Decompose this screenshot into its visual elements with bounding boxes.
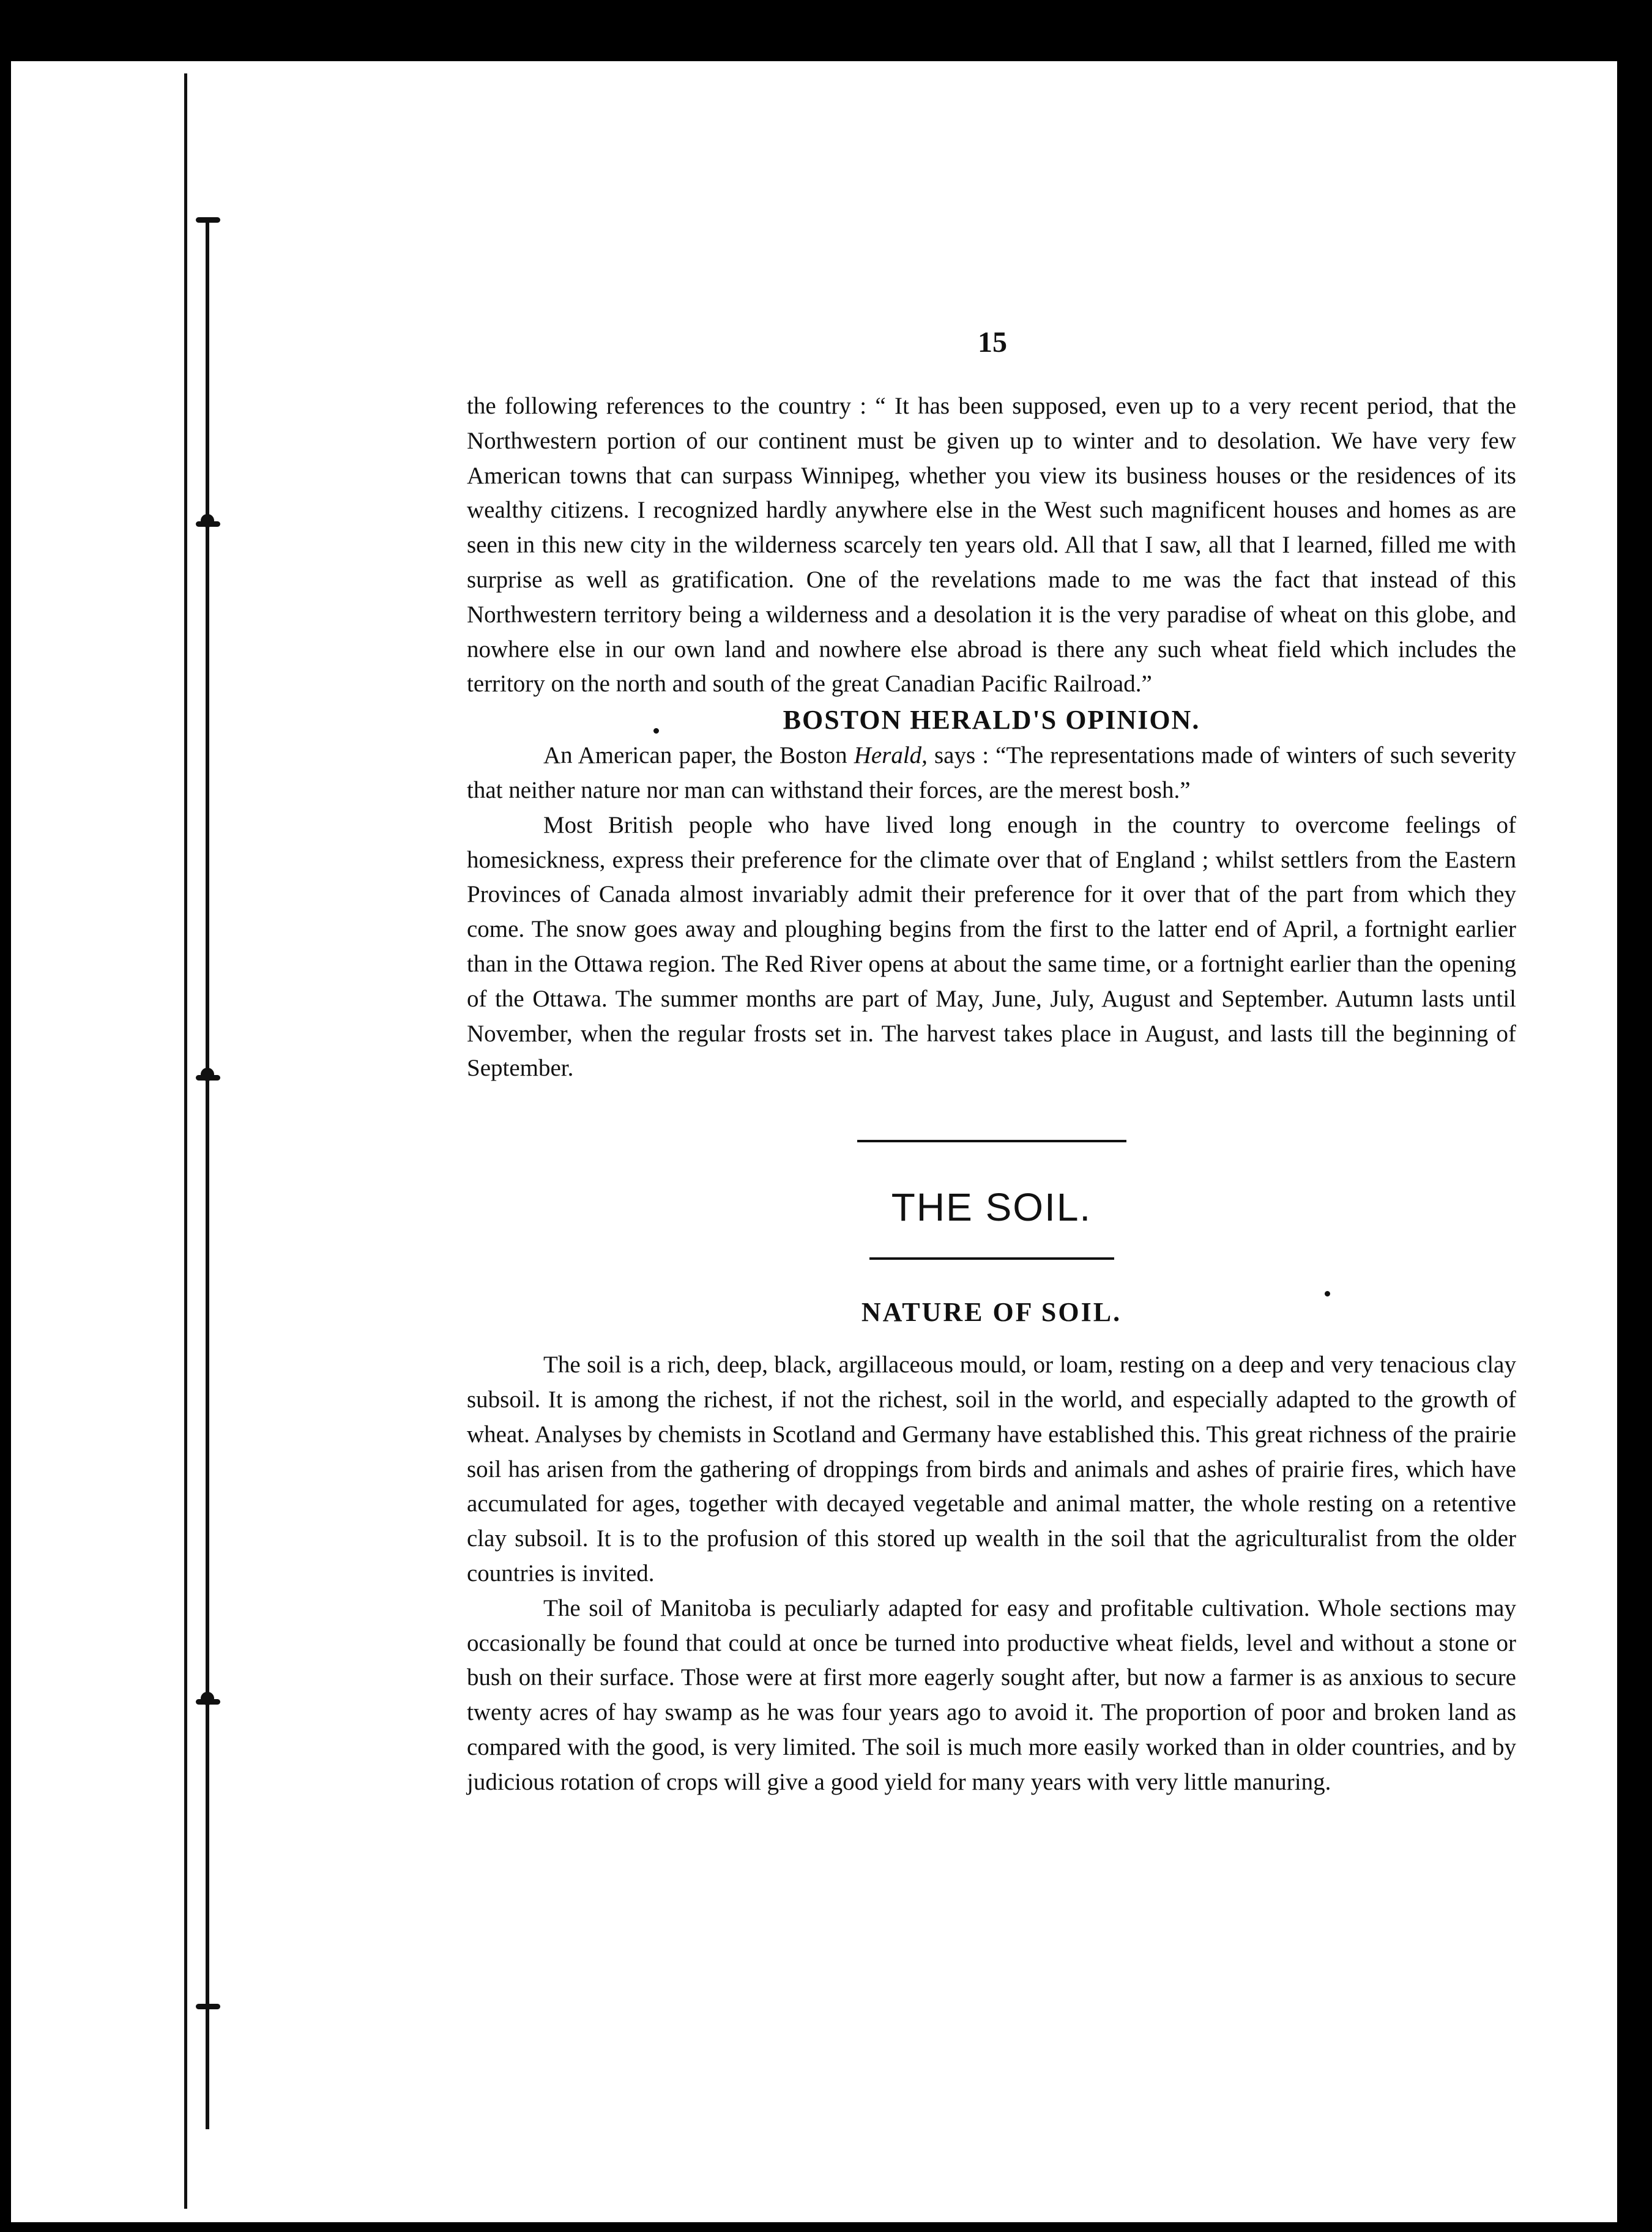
divider-rule	[857, 1140, 1126, 1142]
binding-stitch	[196, 1699, 220, 1705]
paragraph-text: An American paper, the Boston	[543, 742, 854, 769]
paragraph-nature-of-soil: The soil is a rich, deep, black, argillaceous mould, or loam, resting on a deep and very tenacious clay subsoil. It is among the richest, if not the richest, soil in the world, and especially adapted to the growth of wheat. Analyses by chemists in Scotland and Germany have established this. This great richness of the prairie soil has arisen from the gathering of droppings from birds and animals and ashes of prairie fires, which have accumulated for ages, together with decayed vegetable and animal matter, the whole resting on a retentive clay subsoil. It is to the profusion of this stored up wealth in the soil that the agriculturalist from the older countries is invited.	[467, 1352, 1516, 1587]
binding-stitch	[196, 521, 220, 527]
page-number: 15	[978, 326, 1007, 359]
binding-spine-line	[184, 73, 187, 2209]
divider-rule	[869, 1257, 1114, 1260]
paragraph-climate-preference: Most British people who have lived long enough in the country to overcome feelings of homesickness, express their preference for the climate over that of England ; whilst settlers from the Eastern Provinces of Canada almost invariably admit their preference for it over that of the part from which they come. The snow goes away and ploughing begins from the first to the latter end of April, a fortnight earlier than in the Ottawa region. The Red River opens at about the same time, or a fortnight earlier than the opening of the Ottawa. The summer months are part of May, June, July, August and September. Autumn lasts until November, when the regular frosts set in. The harvest takes place in August, and lasts till the beginning of September.	[467, 811, 1516, 1082]
binding-stitch	[196, 1075, 220, 1081]
chapter-title: THE SOIL.	[891, 1185, 1092, 1230]
section-heading-boston-herald: BOSTON HERALD'S OPINION.	[783, 705, 1200, 735]
paragraph-manitoba-soil: The soil of Manitoba is peculiarly adapted for easy and profitable cultivation. Whole sections may occasionally be found that could at once be turned into productive wheat fields, level and without a stone or bush on their surface. Those were at first more eagerly sought after, but now a farmer is as anxious to secure twenty acres of hay swamp as he was four years ago to avoid it. The proportion of poor and broken land as compared with the good, is very limited. The soil is much more easily worked than in older countries, and by judicious rotation of crops will give a good yield for many years with very little manuring.	[467, 1594, 1516, 1795]
paragraph-text: says : “The representations made of winters of such severity that neither nature nor man can withstand their forces, are the merest bosh.”	[467, 742, 1516, 803]
paragraph-continued-quote: the following references to the country : “ It has been supposed, even up to a very recent period, that the Northwestern portion of our continent must be given up to winter and to desolation. We have very few American towns that can surpass Winnipeg, whether you view its business houses or the residences of its wealthy citizens. I recognized hardly anywhere else in the West such magnificent houses and homes as are seen in this new city in the wilderness scarcely ten years old. All that I saw, all that I learned, filled me with surprise as well as gratification. One of the revelations made to me was the fact that instead of this Northwestern territory being a wilderness and a desolation it is the very paradise of wheat on this globe, and nowhere else in our own land and nowhere else abroad is there any such wheat field which includes the territory on the north and south of the great Canadian Pacific Railroad.”	[467, 393, 1516, 698]
section-heading-nature-of-soil: NATURE OF SOIL.	[861, 1297, 1122, 1328]
binding-stitch	[196, 2004, 220, 2009]
body-text	[467, 389, 1516, 1800]
binding-stitch	[196, 217, 220, 223]
ink-speck	[1325, 1291, 1330, 1296]
paragraph-boston-herald	[467, 738, 1516, 808]
newspaper-name: Herald,	[854, 742, 928, 769]
document-page	[11, 61, 1617, 2222]
ink-speck	[653, 728, 659, 734]
binding-stitch-thread	[206, 220, 209, 2129]
